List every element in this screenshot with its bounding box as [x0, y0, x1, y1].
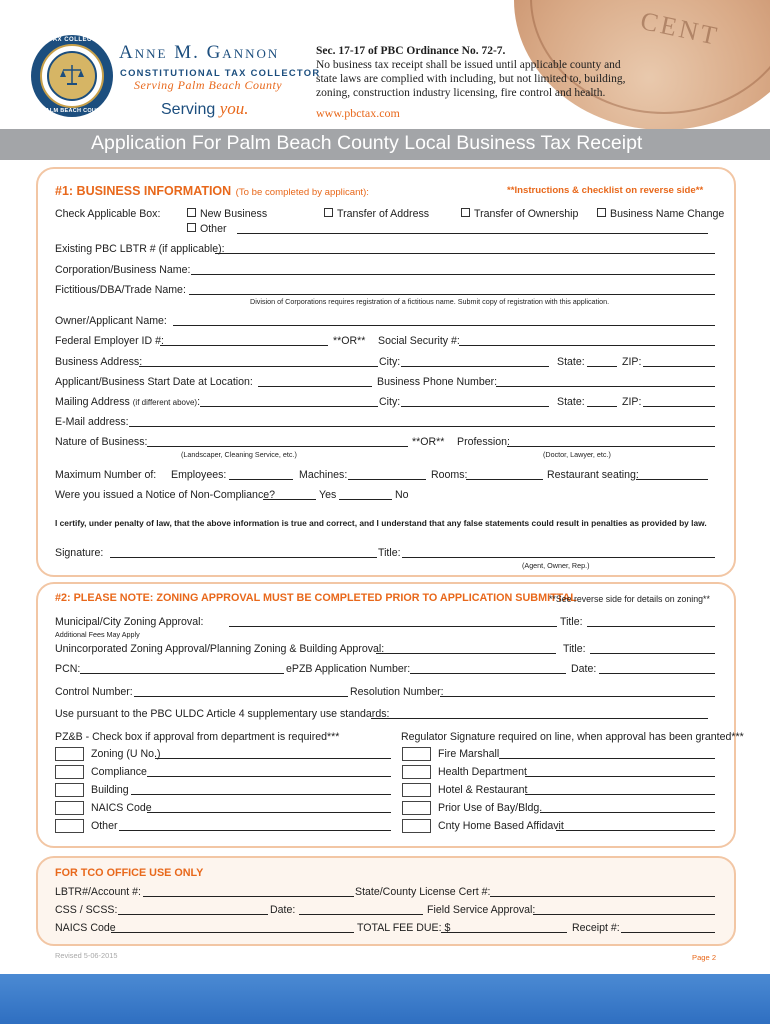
seating-field[interactable] — [636, 479, 708, 480]
hotel-restaurant-label: Hotel & Restaurant — [438, 784, 528, 796]
fire-marshall-signature-line[interactable] — [499, 758, 715, 759]
name-change-checkbox[interactable] — [597, 208, 606, 217]
state-label: State: — [557, 356, 585, 368]
mailing-address-colon: : — [197, 396, 201, 408]
transfer-address-checkbox[interactable] — [324, 208, 333, 217]
mailing-state-label: State: — [557, 396, 585, 408]
instructions-note: **Instructions & checklist on reverse side** — [507, 185, 704, 196]
tax-collector-tagline: Serving Palm Beach County — [134, 78, 283, 92]
employees-field[interactable] — [229, 479, 293, 480]
ordinance-line-3: zoning, construction industry licensing, fire control and health. — [316, 87, 606, 99]
fees-note: Additional Fees May Apply — [55, 630, 140, 639]
rooms-label: Rooms: — [431, 469, 468, 481]
field-service-label: Field Service Approval: — [427, 904, 536, 916]
new-business-checkbox[interactable] — [187, 208, 196, 217]
noncompliance-yes: Yes — [319, 489, 337, 501]
css-field[interactable] — [118, 914, 268, 915]
resolution-field[interactable] — [440, 696, 715, 697]
fictitious-note: Division of Corporations requires registration of a fictitious name. Submit copy of registration with this application. — [250, 297, 610, 306]
pcn-field[interactable] — [80, 673, 284, 674]
fein-field[interactable] — [160, 345, 328, 346]
owner-name-label: Owner/Applicant Name: — [55, 315, 167, 327]
unincorporated-label: Unincorporated Zoning Approval/Planning Zoning & Building Approval: — [55, 643, 385, 655]
serving-you: you. — [219, 99, 249, 118]
prior-use-label: Prior Use of Bay/Bldg. — [438, 802, 543, 814]
building-label: Building — [91, 784, 129, 796]
check-applicable-label: Check Applicable Box: — [55, 208, 161, 220]
seating-label: Restaurant seating: — [547, 469, 639, 481]
employees-label: Employees: — [171, 469, 227, 481]
zoning-label: Zoning (U No.) — [91, 748, 161, 760]
lbtr-account-label: LBTR#/Account #: — [55, 886, 141, 898]
epzb-label: ePZB Application Number: — [286, 663, 411, 675]
health-dept-checkbox[interactable] — [402, 765, 431, 779]
unincorporated-field[interactable] — [376, 653, 556, 654]
mailing-address-note: (if different above) — [132, 398, 198, 407]
mailing-zip-field[interactable] — [643, 406, 715, 407]
section1-heading-text: #1: BUSINESS INFORMATION — [55, 184, 232, 198]
naics-checkbox[interactable] — [55, 801, 84, 815]
noncompliance-no-field[interactable] — [339, 499, 392, 500]
page-number: Page 2 — [692, 953, 717, 962]
health-dept-signature-line[interactable] — [525, 776, 715, 777]
pcn-label: PCN: — [55, 663, 81, 675]
serving-you-slogan — [161, 99, 249, 119]
office-date-field[interactable] — [299, 914, 423, 915]
nature-note: (Landscaper, Cleaning Service, etc.) — [181, 450, 297, 459]
hotel-restaurant-signature-line[interactable] — [525, 794, 715, 795]
start-date-field[interactable] — [258, 386, 372, 387]
state-license-label: State/County License Cert #: — [355, 886, 491, 898]
machines-field[interactable] — [348, 479, 426, 480]
receipt-field[interactable] — [621, 932, 715, 933]
resolution-label: Resolution Number: — [350, 686, 444, 698]
zip-field[interactable] — [643, 366, 715, 367]
seal-text-bottom: PALM BEACH COUNTY — [42, 108, 109, 114]
compliance-signature-line[interactable] — [147, 776, 391, 777]
home-affidavit-signature-line[interactable] — [556, 830, 715, 831]
municipal-label: Municipal/City Zoning Approval: — [55, 616, 204, 628]
control-label: Control Number: — [55, 686, 133, 698]
ssn-field[interactable] — [459, 345, 715, 346]
mailing-city-field[interactable] — [401, 406, 549, 407]
other-approval-checkbox[interactable] — [55, 819, 84, 833]
new-business-label: New Business — [200, 208, 268, 220]
or-separator-1: **OR** — [333, 335, 366, 347]
corporation-name-field[interactable] — [191, 274, 715, 275]
epzb-field[interactable] — [410, 673, 566, 674]
office-naics-field[interactable] — [111, 932, 354, 933]
nature-field[interactable] — [147, 446, 408, 447]
municipal-field[interactable] — [229, 626, 557, 627]
other-label: Other — [200, 223, 227, 235]
receipt-label: Receipt #: — [572, 922, 620, 934]
transfer-ownership-checkbox[interactable] — [461, 208, 470, 217]
noncompliance-no: No — [395, 489, 409, 501]
epzb-date-label: Date: — [571, 663, 597, 675]
coin-text: CENT — [637, 6, 723, 51]
city-label: City: — [379, 356, 401, 368]
seal-text-top: TAX COLLECTOR — [49, 37, 106, 43]
compliance-checkbox[interactable] — [55, 765, 84, 779]
tax-collector-name: Anne M. Gannon — [119, 42, 280, 63]
mailing-address-label — [55, 396, 200, 408]
tax-collector-seal — [31, 35, 113, 117]
naics-signature-line[interactable] — [147, 812, 391, 813]
office-naics-label: NAICS Code — [55, 922, 116, 934]
fire-marshall-label: Fire Marshall — [438, 748, 500, 760]
lbtr-account-field[interactable] — [143, 896, 354, 897]
building-signature-line[interactable] — [131, 794, 391, 795]
name-change-label: Business Name Change — [610, 208, 725, 220]
business-phone-label: Business Phone Number: — [377, 376, 498, 388]
office-date-label: Date: — [270, 904, 296, 916]
fire-marshall-checkbox[interactable] — [402, 747, 431, 761]
other-approval-signature-line[interactable] — [119, 830, 391, 831]
profession-label: Profession: — [457, 436, 510, 448]
mailing-state-field[interactable] — [587, 406, 617, 407]
rooms-field[interactable] — [466, 479, 543, 480]
unincorporated-title-field[interactable] — [590, 653, 715, 654]
other-checkbox[interactable] — [187, 223, 196, 232]
profession-field[interactable] — [507, 446, 715, 447]
total-fee-field[interactable] — [441, 932, 567, 933]
prior-use-signature-line[interactable] — [540, 812, 715, 813]
municipal-title-field[interactable] — [587, 626, 715, 627]
business-phone-field[interactable] — [496, 386, 715, 387]
uldc-field[interactable] — [371, 718, 708, 719]
ordinance-line-2: state laws are complied with including, but not limited to, building, — [316, 73, 626, 85]
uldc-label: Use pursuant to the PBC ULDC Article 4 supplementary use standards: — [55, 708, 390, 720]
existing-lbtr-field[interactable] — [215, 253, 715, 254]
business-address-label: Business Address: — [55, 356, 143, 368]
prior-use-checkbox[interactable] — [402, 801, 431, 815]
revised-date: Revised 5-06-2015 — [55, 951, 118, 960]
tax-collector-title: CONSTITUTIONAL TAX COLLECTOR — [120, 67, 321, 78]
fictitious-name-label: Fictitious/DBA/Trade Name: — [55, 284, 186, 296]
zip-label: ZIP: — [622, 356, 642, 368]
section2-note: **See reverse side for details on zoning** — [549, 594, 710, 604]
profession-note: (Doctor, Lawyer, etc.) — [543, 450, 611, 459]
email-field[interactable] — [129, 426, 715, 427]
home-affidavit-label: Cnty Home Based Affidavit — [438, 820, 564, 832]
home-affidavit-checkbox[interactable] — [402, 819, 431, 833]
corporation-name-label: Corporation/Business Name: — [55, 264, 191, 276]
ordinance-line-1: No business tax receipt shall be issued until applicable county and — [316, 59, 621, 71]
email-label: E-Mail address: — [55, 416, 129, 428]
mailing-address-field[interactable] — [200, 406, 378, 407]
css-label: CSS / SCSS: — [55, 904, 118, 916]
signature-title-field[interactable] — [402, 557, 715, 558]
section1-heading — [55, 182, 369, 200]
hotel-restaurant-checkbox[interactable] — [402, 783, 431, 797]
transfer-address-label: Transfer of Address — [337, 208, 430, 220]
noncompliance-label: Were you issued a Notice of Non-Compliance? — [55, 489, 276, 501]
signature-title-label: Title: — [378, 547, 401, 559]
other-field[interactable] — [237, 233, 708, 234]
regulator-heading: Regulator Signature required on line, when approval has been granted*** — [401, 731, 744, 743]
section1-panel — [36, 167, 736, 577]
fein-label: Federal Employer ID #: — [55, 335, 164, 347]
certification-statement: I certify, under penalty of law, that the above information is true and correct, and I understand that any false statements could result in penalties as provided by law. — [55, 518, 707, 528]
scales-of-justice-icon — [59, 62, 85, 88]
nature-label: Nature of Business: — [55, 436, 148, 448]
zoning-checkbox[interactable] — [55, 747, 84, 761]
naics-label: NAICS Code — [91, 802, 152, 814]
field-service-field[interactable] — [533, 914, 715, 915]
ssn-label: Social Security #: — [378, 335, 460, 347]
machines-label: Machines: — [299, 469, 348, 481]
start-date-label: Applicant/Business Start Date at Location: — [55, 376, 253, 388]
footer-bar — [0, 974, 770, 1024]
max-number-label: Maximum Number of: — [55, 469, 157, 481]
noncompliance-yes-field[interactable] — [263, 499, 316, 500]
mailing-zip-label: ZIP: — [622, 396, 642, 408]
website-link[interactable]: www.pbctax.com — [316, 106, 400, 120]
owner-name-field[interactable] — [173, 325, 715, 326]
state-field[interactable] — [587, 366, 617, 367]
title-note: (Agent, Owner, Rep.) — [522, 561, 590, 570]
municipal-title-label: Title: — [560, 616, 583, 628]
city-field[interactable] — [401, 366, 549, 367]
control-field[interactable] — [134, 696, 348, 697]
zoning-signature-line[interactable] — [155, 758, 391, 759]
office-use-heading: FOR TCO OFFICE USE ONLY — [55, 867, 204, 879]
signature-label: Signature: — [55, 547, 104, 559]
unincorporated-title-label: Title: — [563, 643, 586, 655]
form-title: Application For Palm Beach County Local Business Tax Receipt — [91, 132, 643, 154]
mailing-city-label: City: — [379, 396, 401, 408]
business-address-field[interactable] — [139, 366, 378, 367]
section2-heading: #2: PLEASE NOTE: ZONING APPROVAL MUST BE COMPLETED PRIOR TO APPLICATION SUBMITTAL — [55, 592, 577, 604]
other-approval-label: Other — [91, 820, 118, 832]
health-dept-label: Health Department — [438, 766, 527, 778]
section1-heading-note: (To be completed by applicant): — [235, 187, 369, 198]
total-fee-label: TOTAL FEE DUE: $ — [357, 922, 451, 934]
ordinance-title: Sec. 17-17 of PBC Ordinance No. 72-7. — [316, 45, 506, 57]
existing-lbtr-label: Existing PBC LBTR # (if applicable): — [55, 243, 225, 255]
fictitious-name-field[interactable] — [189, 294, 715, 295]
epzb-date-field[interactable] — [599, 673, 715, 674]
compliance-label: Compliance — [91, 766, 147, 778]
pzb-heading: PZ&B - Check box if approval from department is required*** — [55, 731, 340, 743]
transfer-ownership-label: Transfer of Ownership — [474, 208, 579, 220]
state-license-field[interactable] — [490, 896, 715, 897]
mailing-address-text: Mailing Address — [55, 396, 130, 408]
or-separator-2: **OR** — [412, 436, 445, 448]
signature-field[interactable] — [110, 557, 377, 558]
building-checkbox[interactable] — [55, 783, 84, 797]
serving-word: Serving — [161, 101, 216, 118]
